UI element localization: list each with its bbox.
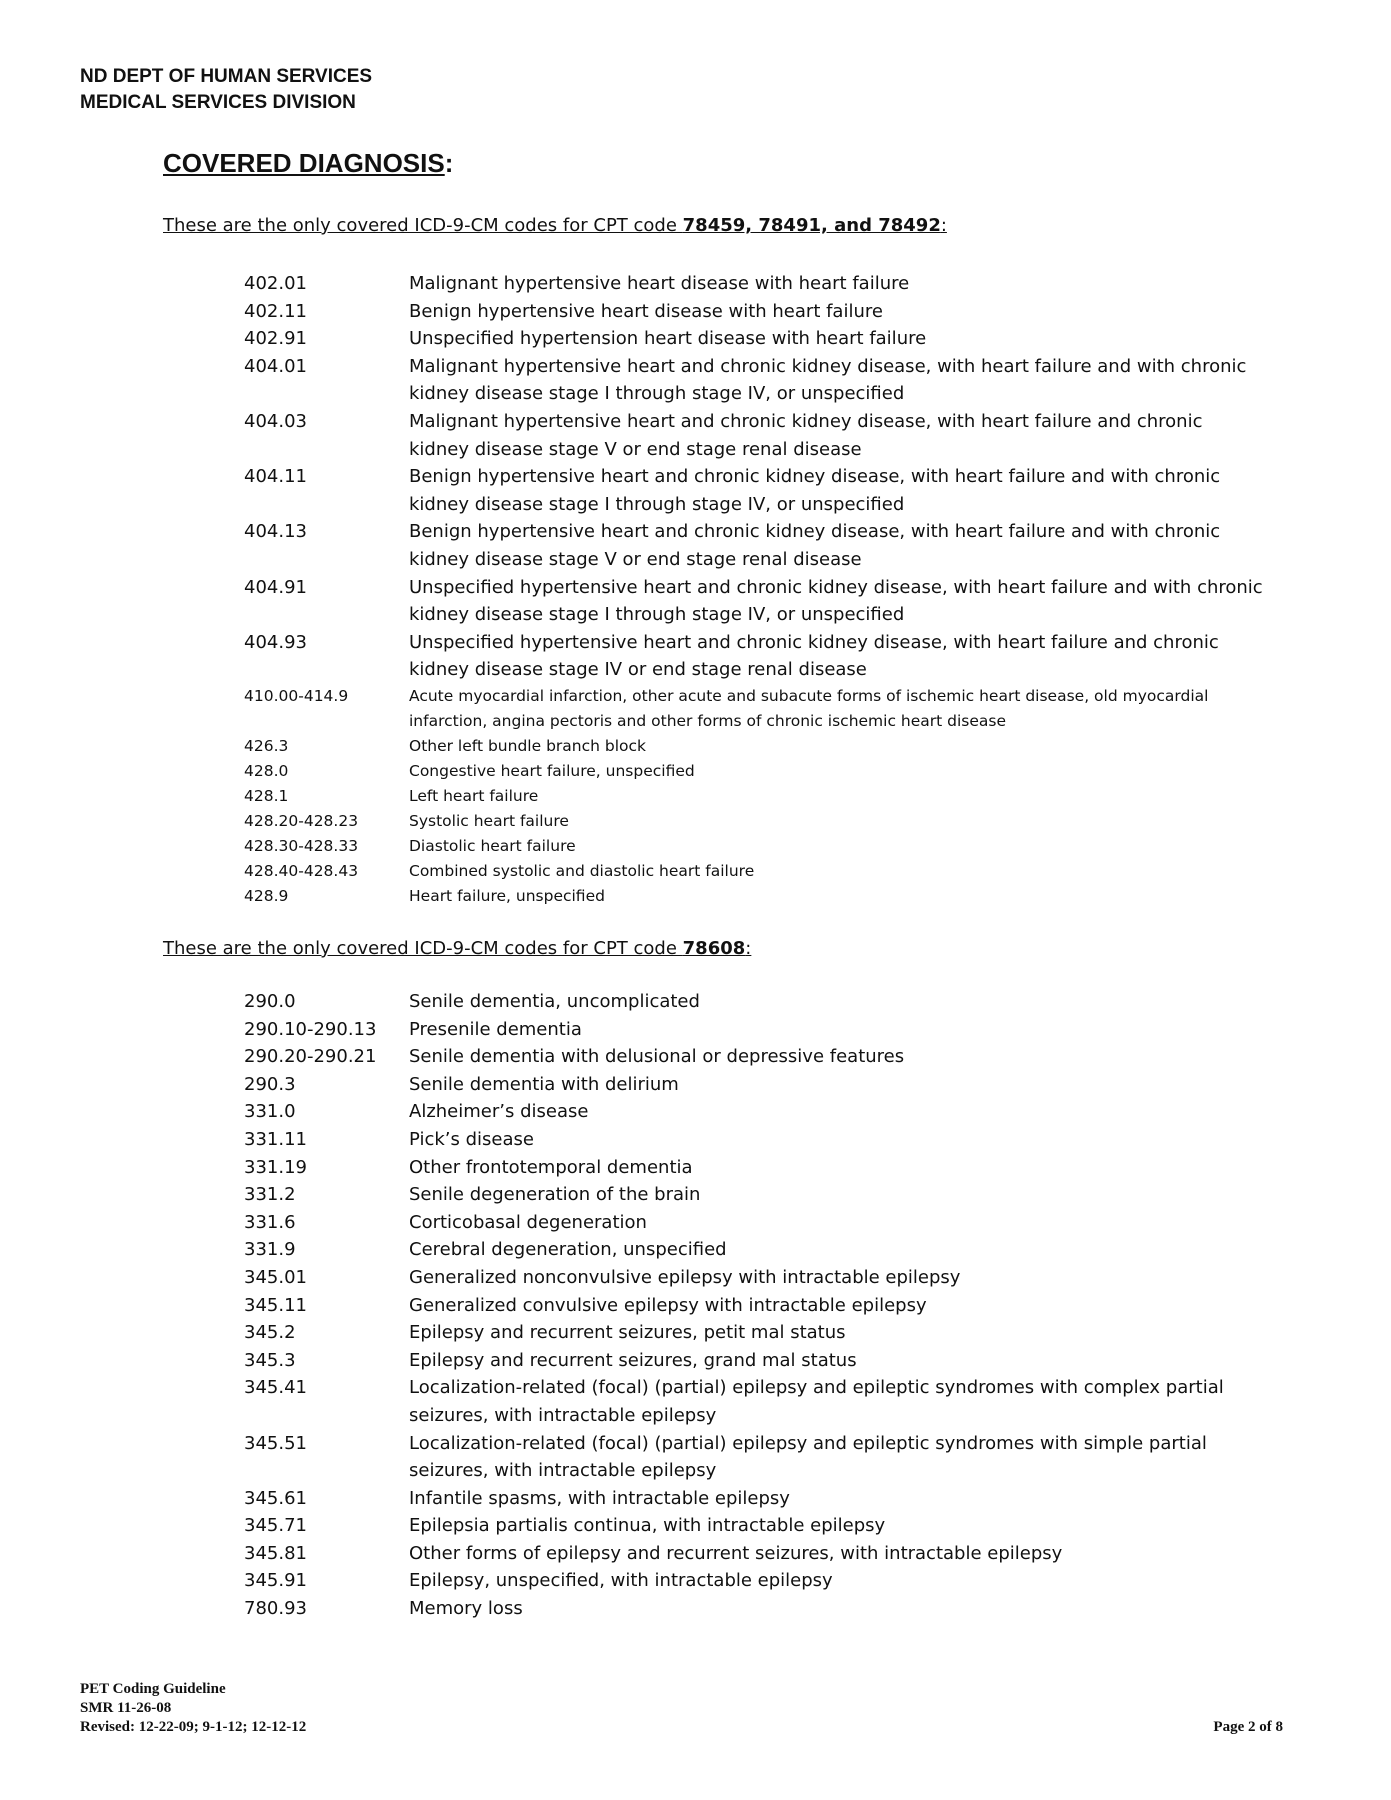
code-row — [244, 759, 1264, 784]
icd-description: Other left bundle branch block — [409, 736, 646, 755]
code-row — [244, 298, 1264, 326]
icd-description: Malignant hypertensive heart and chronic kidney disease, with heart failure and with chronic kidney disease stage I through stage IV, or unspecified — [409, 355, 1247, 405]
code-row — [244, 353, 1264, 408]
page-title — [163, 148, 453, 179]
icd-description: Alzheimer’s disease — [409, 1101, 589, 1123]
icd-description: Epilepsy and recurrent seizures, grand mal status — [409, 1349, 857, 1371]
title-text: COVERED DIAGNOSIS — [163, 148, 445, 178]
code-row — [244, 1181, 1264, 1209]
icd-description: Senile dementia, uncomplicated — [409, 991, 700, 1012]
icd-code: 404.93 — [244, 631, 307, 653]
footer-block — [80, 1680, 306, 1737]
code-row — [244, 463, 1264, 518]
code-row — [244, 684, 1264, 734]
icd-description: Heart failure, unspecified — [409, 886, 605, 905]
section1-code-list — [244, 270, 1264, 909]
code-row — [244, 1595, 1264, 1623]
code-row — [244, 1540, 1264, 1568]
icd-description: Congestive heart failure, unspecified — [409, 761, 695, 780]
code-row — [244, 1347, 1264, 1375]
icd-code: 428.20-428.23 — [244, 811, 359, 830]
icd-description: Malignant hypertensive heart disease with heart failure — [409, 273, 910, 294]
icd-code: 290.20-290.21 — [244, 1046, 377, 1068]
icd-code: 410.00-414.9 — [244, 686, 349, 705]
icd-description: Other frontotemporal dementia — [409, 1156, 693, 1178]
code-row — [244, 1154, 1264, 1182]
icd-code: 331.9 — [244, 1239, 296, 1261]
icd-description: Unspecified hypertensive heart and chronic kidney disease, with heart failure and chronic kidney disease stage IV or end stage renal disease — [409, 631, 1219, 681]
code-row — [244, 1043, 1264, 1071]
icd-description: Unspecified hypertension heart disease with heart failure — [409, 328, 927, 350]
icd-code: 428.1 — [244, 786, 289, 805]
section1-intro-text: These are the only covered ICD-9-CM codes for CPT code — [163, 215, 683, 236]
section2-cpt-codes: 78608 — [682, 938, 746, 959]
page-number: Page 2 of 8 — [1213, 1719, 1283, 1735]
code-row — [244, 834, 1264, 859]
code-row — [244, 1374, 1264, 1429]
icd-code: 428.0 — [244, 761, 289, 780]
icd-code: 402.01 — [244, 273, 307, 294]
section2-intro — [163, 938, 751, 959]
icd-code: 404.03 — [244, 410, 307, 432]
icd-code: 428.9 — [244, 886, 289, 905]
icd-description: Epilepsy and recurrent seizures, petit mal status — [409, 1322, 846, 1344]
icd-description: Generalized nonconvulsive epilepsy with intractable epilepsy — [409, 1266, 961, 1288]
code-row — [244, 1016, 1264, 1044]
code-row — [244, 1236, 1264, 1264]
icd-code: 404.01 — [244, 355, 307, 377]
icd-description: Localization-related (focal) (partial) epilepsy and epileptic syndromes with simple partial seizures, with intractable epilepsy — [409, 1432, 1207, 1482]
icd-description: Systolic heart failure — [409, 811, 569, 830]
code-row — [244, 1126, 1264, 1154]
icd-description: Senile degeneration of the brain — [409, 1184, 701, 1206]
code-row — [244, 574, 1264, 629]
department-header — [80, 64, 372, 116]
code-row — [244, 270, 1264, 298]
icd-code: 345.51 — [244, 1432, 307, 1454]
code-row — [244, 1319, 1264, 1347]
icd-description: Generalized convulsive epilepsy with intractable epilepsy — [409, 1294, 927, 1316]
code-row — [244, 518, 1264, 573]
icd-description: Corticobasal degeneration — [409, 1211, 647, 1233]
icd-description: Unspecified hypertensive heart and chronic kidney disease, with heart failure and with chronic kidney disease stage I through stage IV, or unspecified — [409, 576, 1263, 626]
icd-code: 331.0 — [244, 1101, 296, 1123]
icd-code: 428.30-428.33 — [244, 836, 359, 855]
icd-code: 780.93 — [244, 1598, 307, 1620]
footer-guideline: PET Coding Guideline — [80, 1681, 226, 1697]
division-name: MEDICAL SERVICES DIVISION — [80, 92, 356, 113]
footer-smr: SMR 11-26-08 — [80, 1700, 172, 1716]
code-row — [244, 784, 1264, 809]
icd-code: 428.40-428.43 — [244, 861, 359, 880]
code-row — [244, 859, 1264, 884]
icd-description: Localization-related (focal) (partial) epilepsy and epileptic syndromes with complex partial seizures, with intractable epilepsy — [409, 1377, 1224, 1426]
icd-description: Left heart failure — [409, 786, 539, 805]
icd-description: Pick’s disease — [409, 1128, 534, 1150]
code-row — [244, 734, 1264, 759]
icd-code: 426.3 — [244, 736, 289, 755]
icd-code: 345.01 — [244, 1266, 307, 1288]
department-name: ND DEPT OF HUMAN SERVICES — [80, 66, 373, 87]
icd-code: 345.61 — [244, 1487, 307, 1509]
icd-code: 290.3 — [244, 1073, 296, 1095]
icd-description: Benign hypertensive heart disease with heart failure — [409, 300, 883, 322]
icd-code: 345.11 — [244, 1294, 307, 1316]
code-row — [244, 1430, 1264, 1485]
icd-description: Infantile spasms, with intractable epilepsy — [409, 1487, 790, 1509]
code-row — [244, 809, 1264, 834]
code-row — [244, 884, 1264, 909]
code-row — [244, 1567, 1264, 1595]
section1-intro-colon: : — [940, 215, 947, 236]
icd-description: Epilepsy, unspecified, with intractable epilepsy — [409, 1570, 833, 1592]
section1-cpt-codes: 78459, 78491, and 78492 — [682, 215, 941, 236]
code-row — [244, 988, 1264, 1016]
title-colon: : — [444, 148, 454, 178]
code-row — [244, 408, 1264, 463]
icd-description: Cerebral degeneration, unspecified — [409, 1239, 727, 1261]
icd-code: 331.19 — [244, 1156, 307, 1178]
icd-description: Acute myocardial infarction, other acute and subacute forms of ischemic heart disease, old myocardial infarction, angina pectoris and other forms of chronic ischemic heart disease — [409, 686, 1209, 730]
icd-code: 345.3 — [244, 1349, 296, 1371]
code-row — [244, 1098, 1264, 1126]
icd-code: 290.10-290.13 — [244, 1018, 377, 1040]
section2-intro-colon: : — [745, 938, 752, 959]
icd-code: 345.81 — [244, 1542, 307, 1564]
icd-code: 331.2 — [244, 1184, 296, 1206]
footer-revised: Revised: 12-22-09; 9-1-12; 12-12-12 — [80, 1719, 307, 1735]
icd-description: Malignant hypertensive heart and chronic kidney disease, with heart failure and chronic kidney disease stage V or end stage renal disease — [409, 410, 1203, 460]
code-row — [244, 1264, 1264, 1292]
icd-code: 345.41 — [244, 1377, 307, 1399]
icd-code: 402.11 — [244, 300, 307, 322]
icd-code: 404.13 — [244, 521, 307, 543]
code-row — [244, 1292, 1264, 1320]
icd-description: Senile dementia with delusional or depressive features — [409, 1046, 905, 1068]
section2-code-list — [244, 988, 1264, 1623]
code-row — [244, 325, 1264, 353]
section2-intro-text: These are the only covered ICD-9-CM codes for CPT code — [163, 938, 683, 959]
code-row — [244, 1485, 1264, 1513]
icd-code: 345.2 — [244, 1322, 296, 1344]
icd-code: 404.91 — [244, 576, 307, 598]
icd-code: 331.11 — [244, 1128, 307, 1150]
code-row — [244, 1512, 1264, 1540]
code-row — [244, 1209, 1264, 1237]
section1-intro — [163, 215, 947, 236]
icd-code: 290.0 — [244, 991, 296, 1012]
icd-description: Senile dementia with delirium — [409, 1073, 679, 1095]
code-row — [244, 1071, 1264, 1099]
icd-description: Combined systolic and diastolic heart failure — [409, 861, 755, 880]
icd-description: Benign hypertensive heart and chronic kidney disease, with heart failure and with chronic kidney disease stage I through stage IV, or unspecified — [409, 466, 1221, 515]
icd-description: Benign hypertensive heart and chronic kidney disease, with heart failure and with chronic kidney disease stage V or end stage renal disease — [409, 521, 1221, 570]
icd-description: Memory loss — [409, 1598, 523, 1620]
icd-description: Epilepsia partialis continua, with intractable epilepsy — [409, 1515, 886, 1537]
icd-description: Other forms of epilepsy and recurrent seizures, with intractable epilepsy — [409, 1542, 1063, 1564]
icd-code: 402.91 — [244, 328, 307, 350]
icd-code: 345.71 — [244, 1515, 307, 1537]
code-row — [244, 629, 1264, 684]
icd-description: Diastolic heart failure — [409, 836, 576, 855]
icd-code: 404.11 — [244, 466, 307, 488]
icd-code: 331.6 — [244, 1211, 296, 1233]
icd-code: 345.91 — [244, 1570, 307, 1592]
icd-description: Presenile dementia — [409, 1018, 582, 1040]
